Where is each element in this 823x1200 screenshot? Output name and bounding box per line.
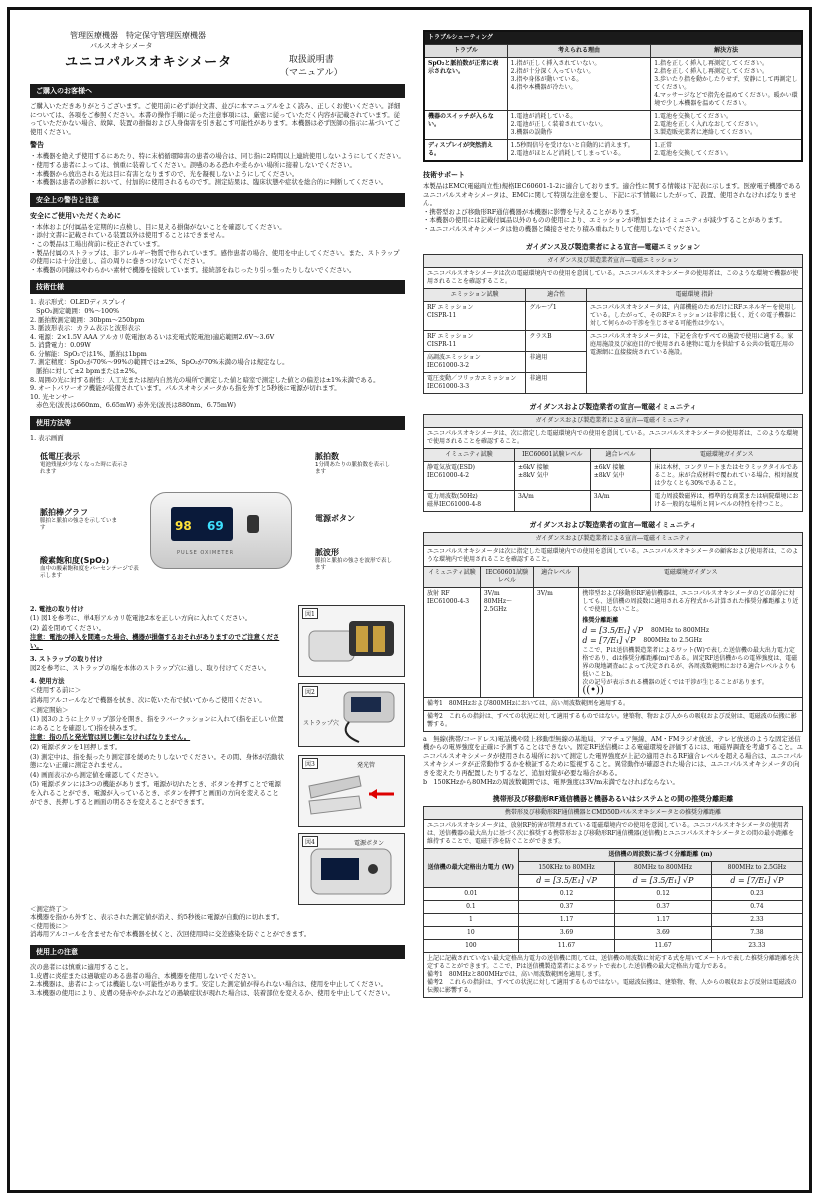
callout-spo2 — [40, 555, 140, 580]
procedure-heading: ＜測定開始＞ — [30, 705, 69, 714]
figure-4 — [298, 833, 405, 905]
before-use-heading: ＜使用する前に＞ — [30, 686, 82, 695]
table-row — [424, 927, 803, 940]
greeting-body: ご購入いただきありがとうございます。ご使用前に必ず添付文書、並びに本マニュアルをよく読み、正しくお使いください。詳細については、各項をご参照ください。本書の操作手順に従った注意事項には、厳密に従っていただく内容が記載されています。従っていただかない場合、故障、装置の損傷および人身傷害を引き起こす可能性があります。本機器は必ず医師の指示に基づいてご使用ください。 — [30, 102, 401, 136]
emission-table — [423, 254, 803, 394]
table-row — [424, 461, 803, 490]
separation-table — [423, 806, 803, 998]
callout-low-battery-title: 低電圧表示 — [40, 451, 80, 461]
cautions-intro: 次の患者には慎重に適用すること。 — [30, 963, 133, 971]
column-header: 解決方法 — [651, 45, 802, 58]
distance-title: 推奨分離距離 — [582, 616, 619, 624]
procedure-step: (2) 電源ボタンを1回押します。 — [30, 742, 122, 751]
display-title: 1. 表示画面 — [30, 434, 64, 443]
separation-footer: 上記に記載されていない最大定格出力電力の送信機に関しては、送信機の周波数に対応する式を用いてメートルで表した推奨分離距離を決定することができます。ここで、Pは送信機製造業者によるワットで表わした送信機の最大定格出力電力である。 備考1 80MHzと800MHzでは、高い周波数範囲を適用します。 備考2 これらの指針は、すべての状況に対して適用するものではない。電磁波伝搬は、建築物、物、人からの吸収および反射は電磁波の伝搬に影響する。 — [424, 953, 803, 998]
callout-pulse-rate — [315, 451, 395, 476]
table-row — [424, 301, 803, 330]
table-note: 備考2 これらの指針は、すべての状況に対して適用するものではない。建築物、物および人からの吸収および反射は、電磁波の伝搬に影響する。 — [424, 710, 803, 731]
table-cell: 11.67 — [615, 940, 712, 953]
table-cell: 1 — [424, 914, 519, 927]
before-use-text: 消毒用アルコールなどで機器を拭き、次に乾いた布で拭いてからご使用ください。 — [30, 695, 266, 704]
spec-item: SpO₂測定範囲：0%～100% — [30, 306, 120, 315]
after-use-text: 消毒用アルコールを含ませた布で本機器を拭くと、次回使用時に交差感染を防ぐことができます。 — [30, 930, 311, 939]
formula-coef: 7 — [750, 876, 756, 886]
column-header: 電磁環境ガイダンス — [579, 566, 803, 587]
table-cell: 7.38 — [711, 927, 802, 940]
spec-item: 赤色光(波長は660nm、6.65mW) 赤外光(波長は880nm、6.75mW) — [30, 401, 237, 410]
table-cell: 3V/m 80MHz～2.5GHz — [480, 587, 533, 697]
table-cell: 0.01 — [424, 888, 519, 901]
callout-pulse-bar-desc: 脈拍と脈拍の強さを示しています — [40, 517, 118, 531]
callout-pulse-rate-desc: 1分間あたりの脈拍数を表示します — [315, 461, 391, 475]
immunity1-caption: ガイダンスおよび製造業者の宣言―電磁イミュニティ — [529, 402, 697, 411]
spec-item: 1. 表示形式：OLEDディスプレイ — [30, 298, 127, 307]
spec-item: 9. オートパワーオフ機能が装備されています。パルスオキシメータから指を外すと5秒後に電源が切れます。 — [30, 384, 341, 393]
strap-hole-label: ストラップ穴 — [303, 719, 339, 727]
header-line2: パルスオキシメータ — [90, 42, 153, 50]
section-greeting: ご購入のお客様へ — [30, 84, 405, 98]
warning-item: ・本機器は患者の診断において、付加的に使用されるものです。測定結果は、臨床状態や症状を総合的に判断してください。 — [30, 178, 388, 187]
formula: d = [7/E₁] √P — [582, 635, 636, 645]
spec-item: 7. 測定精度：SpO₂が70%～99%の範囲では±2%、SpO₂が70%未満の場合は規定なし。 — [30, 358, 289, 367]
warning-heading: 警告 — [30, 140, 44, 150]
column-header: イミュニティ試験 — [424, 448, 515, 461]
column-header: イミュニティ試験 — [424, 566, 481, 587]
table-cell: 静電気放電(ESD) IEC61000-4-2 — [424, 461, 515, 490]
table-cell: 100 — [424, 940, 519, 953]
column-header: IEC60601試験レベル — [480, 566, 533, 587]
formula-cell: d = [3.5/E₁] √P — [518, 875, 615, 888]
immunity2-subcaption: ガイダンスおよび製造業者による宣言―電磁イミュニティ — [424, 532, 803, 545]
caution-item: 1.皮膚に炎症または過敏症のある患者の場合、本機器を使用しないでください。 — [30, 971, 260, 980]
guidance-cell — [579, 587, 803, 697]
table-cell: 1.17 — [615, 914, 712, 927]
formula-cell: d = [7/E₁] √P — [711, 875, 802, 888]
support-text: 本製品はEMC(電磁両立性)規格IEC60601-1-2に適合しております。適合性に関する情報は下記表に示します。医療電子機器であるユニコパルスオキシメータは、EMCに関して特別な注意を要し、下記に示す情報にしたがって、設置、使用されなければなりません。 ・携帯型および移動形RF通信機器が本機器に影響を与えることがあります。 ・本機器の使用には記載付属品以外のものの使用により、エミッションが増加またはイミュニティが減少することがあります。 ・ユニコパルスオキシメータは他の機器と隣接させたり積み重ねたりして使用しないでください。 — [423, 182, 802, 233]
spec-item: 5. 消費電力：0.09W — [30, 341, 91, 350]
strap-text: 図2を参考に、ストラップの端を本体のストラップ穴に通し、取り付けてください。 — [30, 664, 271, 673]
table-cell: 10 — [424, 927, 519, 940]
document-header — [30, 30, 405, 78]
table-cell: RF エミッション CISPR-11 — [424, 330, 526, 351]
formula-row — [582, 637, 799, 645]
table-cell: 0.37 — [615, 901, 712, 914]
manual-line2: （マニュアル） — [280, 68, 343, 78]
formula-coef: 3.5 — [556, 876, 569, 886]
device-screen — [171, 507, 233, 541]
manual-label — [280, 52, 343, 78]
column-header: 考えられる理由 — [507, 45, 651, 58]
power-button-label: 電源ボタン — [354, 839, 385, 847]
device-power-button — [247, 515, 259, 533]
table-cell: 電力周波数(50Hz) 磁界IEC61000-4-8 — [424, 490, 515, 511]
table-row — [424, 330, 803, 351]
right-column — [423, 30, 803, 998]
section-cautions: 使用上の注意 — [30, 945, 405, 959]
footnote: a 無線(携帯/コードレス)電話機や陸上移動型無線の基地局、アマチュア無線、AM・FMラジオ放送、テレビ放送のような固定送信機からの電界強度を正確に予測することはできない。固定RF送信機による電磁環境を評価するには、電磁界調査を考慮すること。ユニコパルスオキシメータが使用される場所において測定した電界強度が上記の適用されるRF適合レベルを超える場合は、ユニコパルスオキシメータが正常動作するかを検証するために監視すること。異常動作が確認された場合には、ユニコパルスオキシメータの向きを変えたり再配置したりするなど、追加対策が必要な場合がある。 — [423, 734, 803, 777]
table-cell: ±6kV 接触 ±8kV 気中 — [590, 461, 651, 490]
safety-item: ・本体および付属品を定期的に点検し、目に見える損傷がないことを確認してください。 — [30, 222, 286, 231]
immunity2-intro: ユニコパルスオキシメータは次に指定した電磁環境内での使用を意図している。ユニコパルスオキシメータの顧客および使用者は、このような環境内で使用されることを確認すること。 — [424, 545, 803, 566]
table-cell: 1.17 — [518, 914, 615, 927]
figure-3-label: 図3 — [302, 758, 318, 769]
column-header: 適合レベル — [533, 566, 578, 587]
callout-waveform — [315, 547, 395, 572]
table-cell: 高調波エミッション IEC61000-3-2 — [424, 351, 526, 372]
method-title: 4. 使用方法 — [30, 676, 65, 685]
table-row — [424, 888, 803, 901]
figure-1-label: 図1 — [302, 608, 318, 619]
table-cell: 2.33 — [711, 914, 802, 927]
procedure-step: (3) 測定中は、指を振ったり測定部を緩めたりしないでください。その間、身体が活動状態にない正確に測定されません。 — [30, 752, 284, 770]
problem-cell: SpO₂と脈拍数が正常に表示されない。 — [424, 58, 507, 111]
table-cell: RF エミッション CISPR-11 — [424, 301, 526, 330]
column-header: 80MHz to 800MHz — [615, 862, 712, 875]
figure-2 — [298, 683, 405, 747]
table-cell: 3.69 — [518, 927, 615, 940]
safety-item: ・本機器の同線はやわらかい素材で機器を接続しています。接続部をねじったり引っ張ったりしないでください。 — [30, 265, 356, 274]
table-cell: 23.33 — [711, 940, 802, 953]
led-label: 発光管 — [357, 761, 376, 769]
table-row — [424, 140, 802, 162]
table-row — [424, 58, 802, 111]
table-row — [424, 914, 803, 927]
safety-item: ・製品付属のストラップは、非アレルギー物質で作られています。感作患者の場合、使用を中止してください。また、ストラップの使用には十分注意し、首の周りに巻きつけないでください。 — [30, 248, 400, 266]
table-cell: 電力周波数磁界は、標準的な商業または病院環境における一般的な場所と同レベルの特性を持つこと。 — [651, 490, 803, 511]
table-cell: 3A/m — [590, 490, 651, 511]
table-cell: 0.37 — [518, 901, 615, 914]
reason-cell: 1.指が正しく挿入されていない。 2.指が十分深く入っていない。 3.指や身体が動いている。 4.指や本機器が冷たい。 — [507, 58, 651, 111]
troubleshooting-title: トラブルシューティング — [424, 31, 802, 45]
formula: d = [3.5/E₁] √P — [582, 625, 644, 635]
end-heading: ＜測定終了＞ — [30, 904, 69, 913]
table-cell: 0.23 — [711, 888, 802, 901]
power-header: 送信機の最大定格出力電力 (W) — [424, 849, 519, 888]
figure-4-label: 図4 — [302, 836, 318, 847]
emission-subcaption: ガイダンス及び製造業者宣言―電磁エミッション — [424, 254, 803, 267]
strap-title: 3. ストラップの取り付け — [30, 654, 103, 663]
table-cell: グループ1 — [526, 301, 587, 330]
column-header: 適合レベル — [590, 448, 651, 461]
procedure-step: (4) 画面表示から測定値を確認してください。 — [30, 770, 163, 779]
figure-2-label: 図2 — [302, 686, 318, 697]
column-header: 電磁環境ガイダンス — [651, 448, 803, 461]
table-row — [424, 901, 803, 914]
document-title: ユニコパルスオキシメータ — [65, 55, 233, 70]
safety-item: ・添付文書に記載されている装置以外は使用することはできません。 — [30, 231, 229, 240]
table-cell: 非適用 — [526, 372, 587, 393]
column-header: 150KHz to 80MHz — [518, 862, 615, 875]
immunity2-caption: ガイダンスおよび製造業者の宣言―電磁イミュニティ — [529, 520, 697, 529]
callout-power-button — [315, 513, 355, 524]
table-cell: クラスB — [526, 330, 587, 351]
support-title: 技術サポート — [423, 170, 465, 179]
callout-spo2-desc: 血中の酸素飽和度をパーセンテージで表示します — [40, 565, 139, 579]
formula-denominator: E₁ — [617, 625, 627, 635]
manual-line1: 取扱説明書 — [288, 55, 334, 65]
footnote: b 150KHzから80MHzの周波数範囲では、電界強度は3V/m未満でなければならない。 — [423, 777, 679, 786]
immunity1-subcaption: ガイダンスおよび製造業者による宣言―電磁イミュニティ — [424, 414, 803, 427]
figure-1 — [298, 605, 405, 677]
section-usage: 使用方法等 — [30, 416, 405, 430]
troubleshooting-table — [423, 30, 803, 162]
display-diagram — [30, 447, 405, 597]
immunity1-intro: ユニコパルスオキシメータは、次に指定した電磁環境内での使用を意図している。ユニコパルスオキシメータの使用者は、このような環境で使用されることを確認すること。 — [424, 427, 803, 448]
document-frame — [7, 7, 812, 1193]
column-header: 800MHz to 2.5GHz — [711, 862, 802, 875]
reason-cell: 1.電池が消耗している。 2.電池が正しく装着されていない。 3.機器の誤動作 — [507, 111, 651, 140]
note-text: ここで、Pは送信機製造業者によるワット(W)で表した送信機の最大出力電力定格であり、dは推奨分離距離(m)である。固定RF送信機からの電界強度は、電磁界の現地調査aによって決定されるが、各周波数範囲における適合レベルよりも低いことb。 次の記号が表示される機器の近くでは干渉が生じることがあります。 — [582, 646, 798, 686]
spec-item: 脈拍に対して±2 bpmまたは±2%。 — [30, 367, 142, 376]
table-cell: ユニコパルスオキシメータは、内部機能のためだけにRFエネルギーを使用している。したがって、そのRFエミッションは非常に低く、近くの電子機器に対して何らかの干渉を生じさせる可能性は少ない。 — [586, 301, 802, 330]
formula-row — [582, 627, 799, 635]
wireless-icon: ((•)) — [582, 684, 604, 696]
battery-step: (2) 蓋を閉めてください。 — [30, 623, 105, 632]
table-note: 備考1 80MHzおよび800MHzにおいては、高い周波数範囲を適用する。 — [424, 697, 803, 710]
separation-intro: ユニコパルスオキシメータは、放射RF妨害が管理されている電磁環境内での使用を意図している。ユニコパルスオキシメータの使用者は、送信機器の最大出力に基づく次に推奨する携帯形および移動形RF通信機器(送信機)とユニコパルスオキシメータとの間の最小距離を維持することで、電磁干渉を防ぐことができます。 — [424, 820, 803, 849]
formula-suffix: √P — [632, 625, 644, 635]
table-cell: 3.69 — [615, 927, 712, 940]
table-cell: 3V/m — [533, 587, 578, 697]
column-header: IEC60601試験レベル — [514, 448, 590, 461]
header-line1: 管理医療機器 特定保守管理医療機器 — [70, 31, 206, 40]
solution-cell: 1.正常 2.電池を交換してください。 — [651, 140, 802, 162]
callout-waveform-desc: 脈拍と脈拍の強さを波形で表します — [315, 557, 393, 571]
column-header: 適合性 — [526, 288, 587, 301]
procedure-step: (5) 電源ボタンには3つの機能があります。電源が切れたとき、ボタンを押すことで電源を入れることができ、電源が入っているとき、ボタンを押すと画面の方向を変えることができ、長押しすると画面の明るさを変えることができます。 — [30, 780, 281, 806]
formula-prefix: d = — [582, 635, 597, 645]
formula-coef: 7 — [602, 635, 608, 645]
column-header: トラブル — [424, 45, 507, 58]
reason-cell: 1.5秒間信号を受けないと自動的に消えます。 2.電池がほとんど消耗してしまっている。 — [507, 140, 651, 162]
device-label: PULSE OXIMETER — [177, 549, 235, 556]
section-specs: 技術仕様 — [30, 280, 405, 294]
problem-cell: 機器のスイッチが入らない。 — [424, 111, 507, 140]
table-cell: 3A/m — [514, 490, 590, 511]
table-cell: 床は木材、コンクリートまたはセラミックタイルであること。床が合成材料で覆われている場合、相対湿度は少なくとも30%であること。 — [651, 461, 803, 490]
spec-item: 8. 周囲の光に対する耐性：人工光または屋内自然光の場所で測定した値と暗室で測定した値との偏差は±1%未満である。 — [30, 375, 380, 384]
usage-steps — [30, 605, 405, 905]
caution-item: 2.本機器は、患者によっては機能しない可能性があります。安定した測定値が得られない場合は、使用を中止してください。 — [30, 980, 388, 989]
column-header: 電磁環境 指針 — [586, 288, 802, 301]
column-header: エミッション試験 — [424, 288, 526, 301]
spec-item: 4. 電源：2×1.5V AAA アルカリ乾電池(あるいは充電式乾電池)適応範囲2.6V～3.6V — [30, 332, 275, 341]
pulse-reading: 69 — [207, 518, 224, 533]
callout-pulse-rate-title: 脈拍数 — [315, 451, 339, 461]
formula-coef: 3.5 — [652, 876, 666, 886]
battery-caution: 注意：電池の挿入を間違った場合、機器が損傷するおそれがありますのでご注意ください。 — [30, 633, 280, 650]
warning-item: ・本機器から放出される光は目に有害となりますので、光を凝視しないようにしてください。 — [30, 169, 299, 178]
table-cell: 放射 RF IEC61000-4-3 — [424, 587, 481, 697]
table-row — [424, 111, 802, 140]
table-cell: 0.74 — [711, 901, 802, 914]
emission-caption: ガイダンス及び製造業者による宣言―電磁エミッション — [525, 242, 701, 251]
left-column — [30, 30, 405, 997]
table-cell: 0.1 — [424, 901, 519, 914]
solution-cell: 1.電池を交換してください。 2.電池を正しく入れなおしてください。 3.製造販売業者に連絡してください。 — [651, 111, 802, 140]
spec-item: 3. 脈波形表示：カラム表示と波形表示 — [30, 324, 141, 333]
separation-caption: 携帯形及び移動形RF通信機器と機器あるいはシステムとの間の推奨分離距離 — [492, 795, 734, 804]
formula-coef: 3.5 — [602, 625, 616, 635]
procedure-caution: 注意：指の爪と発光管は同じ側になければなりません。 — [30, 733, 191, 742]
formula-cell: d = [3.5/E₁] √P — [615, 875, 712, 888]
callout-pulse-bar — [40, 507, 120, 532]
spo2-reading: 98 — [175, 518, 192, 533]
formula-denominator: E₁ — [610, 635, 620, 645]
freq-header: 送信機の周波数に基づく分離距離 (m) — [518, 849, 802, 862]
callout-low-battery-desc: 電池残量が少なくなった時に表示されます — [40, 461, 129, 475]
guidance-text: 携帯型および移動形RF通信機器は、ユニコパルスオキシメータのどの部分に対しても、送信機の周波数に適用される方程式から計算された推奨分離距離より近くで使用しないこと。 — [582, 589, 799, 613]
procedure-step: (1) 図3のように上クリップ部分を開き、指をラバークッションに入れて(指を正しい位置にあることを確認して)指を挟みます。 — [30, 715, 284, 732]
section-safety: 安全上の警告と注意 — [30, 193, 405, 207]
after-use-heading: ＜使用後に＞ — [30, 921, 69, 930]
table-cell: 0.12 — [518, 888, 615, 901]
safety-heading: 安全にご使用いただくために — [30, 210, 121, 220]
pulse-oximeter-device — [150, 492, 292, 569]
callout-spo2-title: 酸素飽和度(SpO₂) — [40, 555, 110, 565]
callout-low-battery — [40, 451, 130, 476]
callout-pulse-bar-title: 脈拍棒グラフ — [40, 507, 88, 517]
table-cell: ユニコパルスオキシメータは、下記を含むすべての施設で使用に適する。家庭用施設及び家庭目的で使用される建物に電力を供給する公共の低電圧用の電源網に直接接続されている施設。 — [586, 330, 802, 393]
spec-item: 6. 分解能：SpO₂では1%、脈拍は1bpm — [30, 349, 147, 358]
solution-cell: 1.指を正しく挿入し再測定してください。 2.指を正しく挿入し再測定してください。 3.歩いたり指を動かしたりせず、安静にして再測定してください。 4.マッサージなどで指先を温めてください。暖かい環境で少し本機器を温めてください。 — [651, 58, 802, 111]
caution-item: 3.本機器の使用により、皮膚の発赤やかぶれなどの過敏症状が現れた場合は、装着部位を変えるか、使用を中止してください。 — [30, 988, 394, 997]
table-cell: 電圧変動／フリッカエミッション IEC61000-3-3 — [424, 372, 526, 393]
callout-power-title: 電源ボタン — [315, 513, 355, 523]
formula-range: 800MHz to 2.5GHz — [643, 636, 702, 644]
table-cell: 11.67 — [518, 940, 615, 953]
table-row — [424, 490, 803, 511]
spec-item: 10. 光センサー — [30, 392, 75, 401]
formula-suffix: √P — [624, 635, 636, 645]
battery-title: 2. 電池の取り付け — [30, 604, 84, 613]
table-row — [424, 940, 803, 953]
callout-waveform-title: 脈波形 — [315, 547, 339, 557]
immunity2-table — [423, 532, 803, 732]
spec-item: 2. 脈拍数測定範囲：30bpm～250bpm — [30, 315, 145, 324]
warning-item: ・本機器を絶えず使用するにあたり、特に末梢循環障害の患者の場合は、同じ指に2時間以上連続使用しないようにしてください。 — [30, 152, 405, 161]
formula-range: 80MHz to 800MHz — [651, 626, 710, 634]
battery-step: (1) 図1を参考に、単4形アルカリ乾電池2本を正しい方向に入れてください。 — [30, 614, 252, 623]
safety-item: ・この製品は工場出荷前に校正されています。 — [30, 239, 164, 248]
immunity1-table — [423, 414, 803, 512]
figure-3 — [298, 755, 405, 827]
warning-item: ・使用する患者によっては、慎重に装着してください。誤嚥のある恐れや柔らかい場所に接着しないでください。 — [30, 160, 356, 169]
problem-cell: ディスプレイが突然消える。 — [424, 140, 507, 162]
table-cell: 0.12 — [615, 888, 712, 901]
table-cell: 非適用 — [526, 351, 587, 372]
end-text: 本機器を指から外すと、表示された測定値が消え、約5秒後に電源が自動的に切れます。 — [30, 913, 284, 922]
separation-subcaption: 携帯形及び移動形RF通信機器とCMD50Dパルスオキシメータとの推奨分離距離 — [424, 807, 803, 820]
table-cell: ±6kV 接触 ±8kV 気中 — [514, 461, 590, 490]
table-row — [424, 587, 803, 697]
emission-intro: ユニコパルスオキシメータは次の電磁環境内での使用を意図している。ユニコパルスオキシメータの使用者は、このような環境で機器が使用されることを確認すること。 — [424, 267, 803, 288]
formula-prefix: d = — [582, 625, 597, 635]
